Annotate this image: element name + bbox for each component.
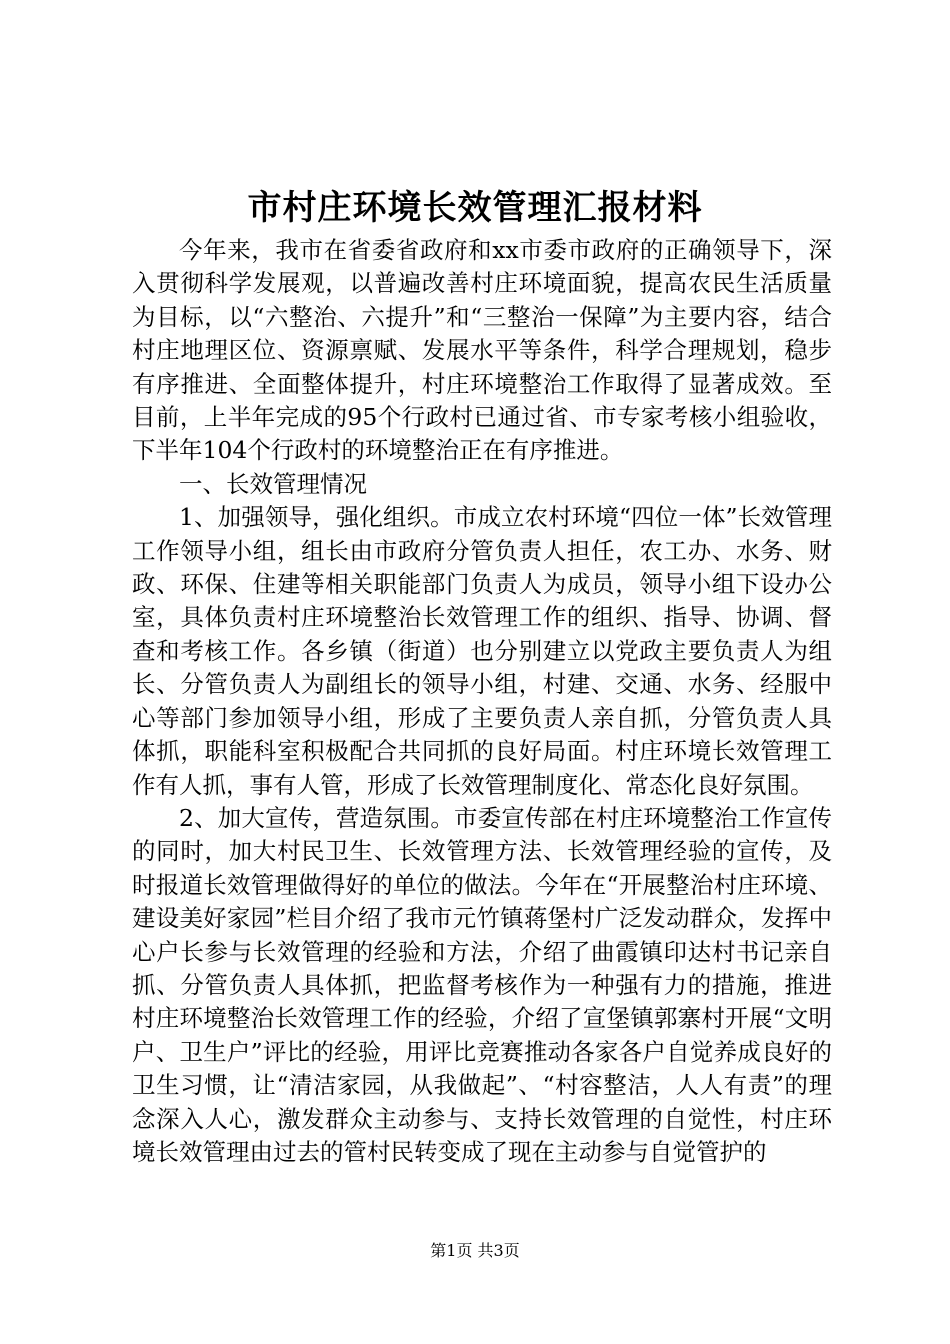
intro-paragraph: 今年来，我市在省委省政府和xx市委市政府的正确领导下，深入贯彻科学发展观，以普遍改善村庄环境面貌，提高农民生活质量为目标，以“六整治、六提升”和“三整治一保障”为主要内容，结合村庄地理区位、资源禀赋、发展水平等条件，科学合理规划，稳步有序推进、全面整体提升，村庄环境整治工作取得了显著成效。至目前，上半年完成的95个行政村已通过省、市专家考核小组验收，下半年104个行政村的环境整治正在有序推进。 [132, 236, 832, 465]
document-body [132, 234, 832, 1169]
document-title: 市村庄环境长效管理汇报材料 [247, 188, 703, 228]
page-footer: 第1页 共3页 [430, 1241, 520, 1260]
body-paragraph: 2、加大宣传，营造氛围。市委宣传部在村庄环境整治工作宣传的同时，加大村民卫生、长效管理方法、长效管理经验的宣传，及时报道长效管理做得好的单位的做法。今年在“开展整治村庄环境、建设美好家园”栏目介绍了我市元竹镇蒋堡村广泛发动群众，发挥中心户长参与长效管理的经验和方法，介绍了曲霞镇印达村书记亲自抓、分管负责人具体抓，把监督考核作为一种强有力的措施，推进村庄环境整治长效管理工作的经验，介绍了宣堡镇郭寨村开展“文明户、卫生户”评比的经验，用评比竞赛推动各家各户自觉养成良好的卫生习惯，让“清洁家园，从我做起”、“村容整洁，人人有责”的理念深入人心，激发群众主动参与、支持长效管理的自觉性，村庄环境长效管理由过去的管村民转变成了现在主动参与自觉管护的 [132, 803, 832, 1166]
body-paragraph: 1、加强领导，强化组织。市成立农村环境“四位一体”长效管理工作领导小组，组长由市政府分管负责人担任，农工办、水务、财政、环保、住建等相关职能部门负责人为成员，领导小组下设办公室，具体负责村庄环境整治长效管理工作的组织、指导、协调、督查和考核工作。各乡镇（街道）也分别建立以党政主要负责人为组长、分管负责人为副组长的领导小组，村建、交通、水务、经服中心等部门参加领导小组，形成了主要负责人亲自抓，分管负责人具体抓，职能科室积极配合共同抓的良好局面。村庄环境长效管理工作有人抓，事有人管，形成了长效管理制度化、常态化良好氛围。 [132, 503, 832, 799]
section-heading: 一、长效管理情况 [179, 469, 367, 498]
